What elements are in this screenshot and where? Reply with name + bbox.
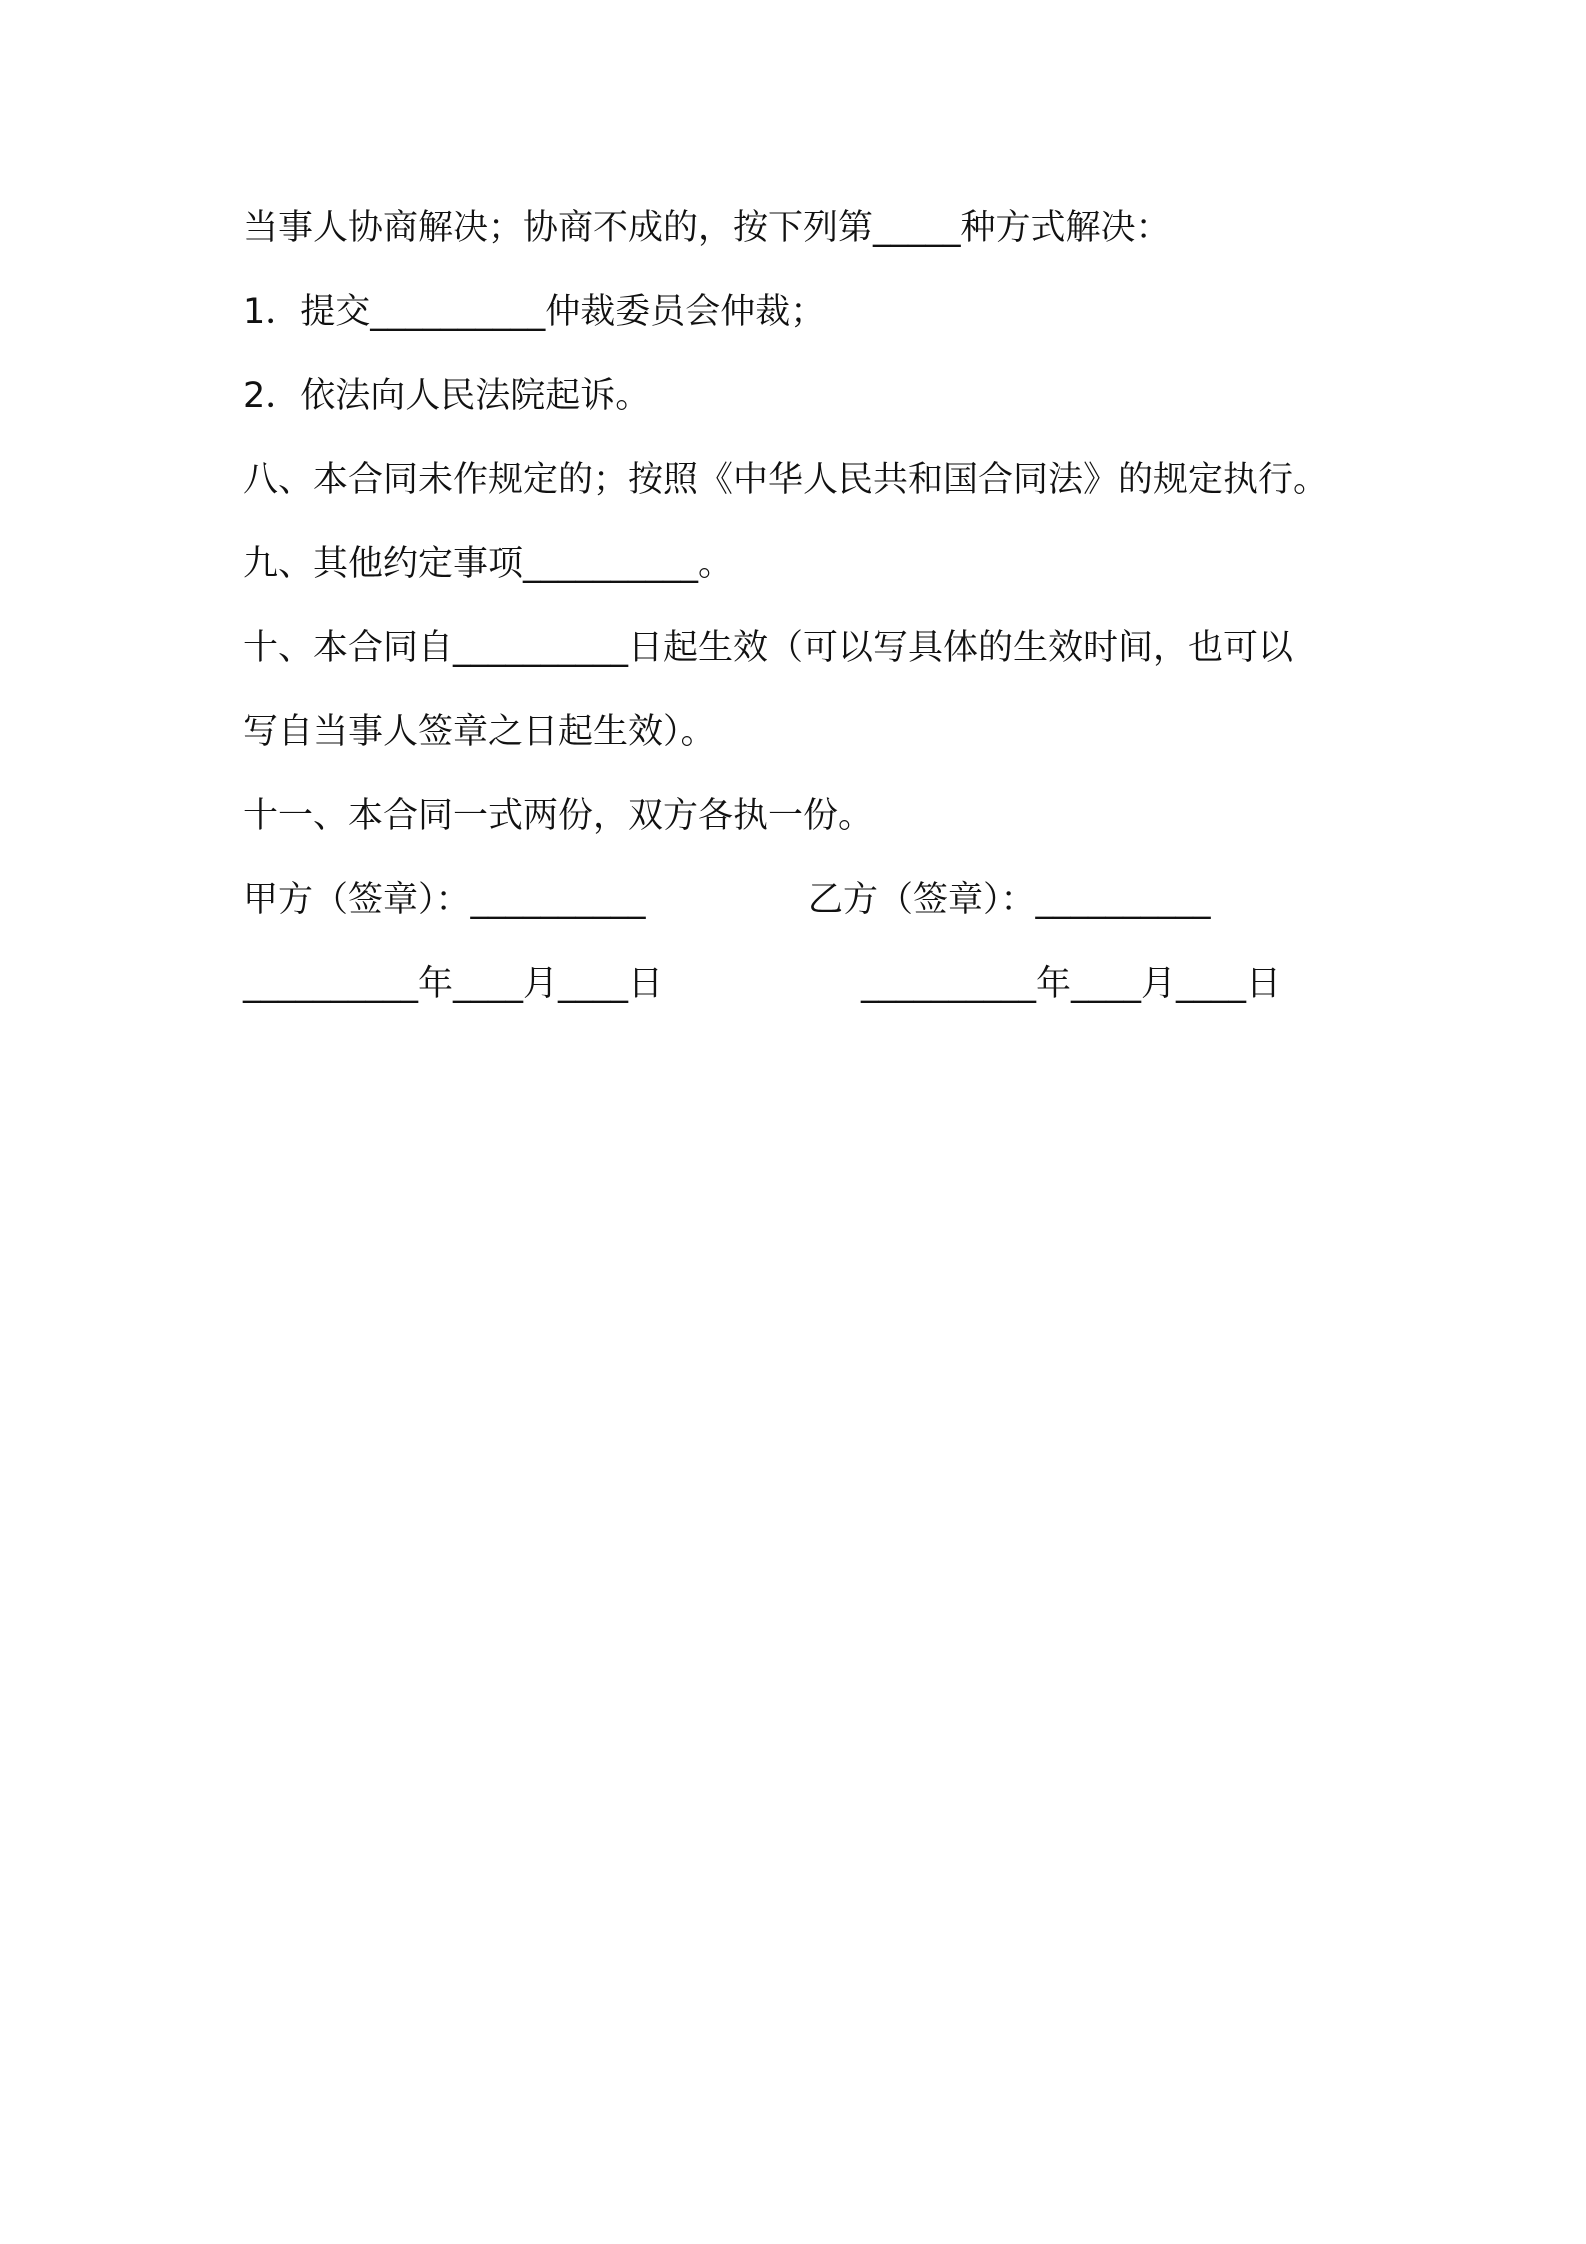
party-a-date: __________年____月____日 [243,964,664,1004]
paragraph-clause-eleven: 十一、本合同一式两份，双方各执一份。 [243,796,874,836]
paragraph-clause-nine: 九、其他约定事项__________。 [243,544,734,584]
paragraph-court-option: 2．依法向人民法院起诉。 [243,376,651,416]
paragraph-dispute-resolution: 当事人协商解决；协商不成的，按下列第_____种方式解决： [243,208,1171,248]
paragraph-clause-eight: 八、本合同未作规定的；按照《中华人民共和国合同法》的规定执行。 [243,460,1329,500]
date-row [243,960,1393,1152]
paragraph-clause-ten: 十、本合同自__________日起生效（可以写具体的生效时间，也可以 [243,628,1294,668]
party-a-signature: 甲方（签章）：__________ [243,880,646,920]
paragraph-clause-ten-continued: 写自当事人签章之日起生效）。 [243,712,716,752]
party-b-signature: 乙方（签章）：__________ [808,880,1211,920]
party-b-date: __________年____月____日 [861,964,1282,1004]
paragraph-arbitration-option: 1．提交__________仲裁委员会仲裁； [243,292,826,332]
